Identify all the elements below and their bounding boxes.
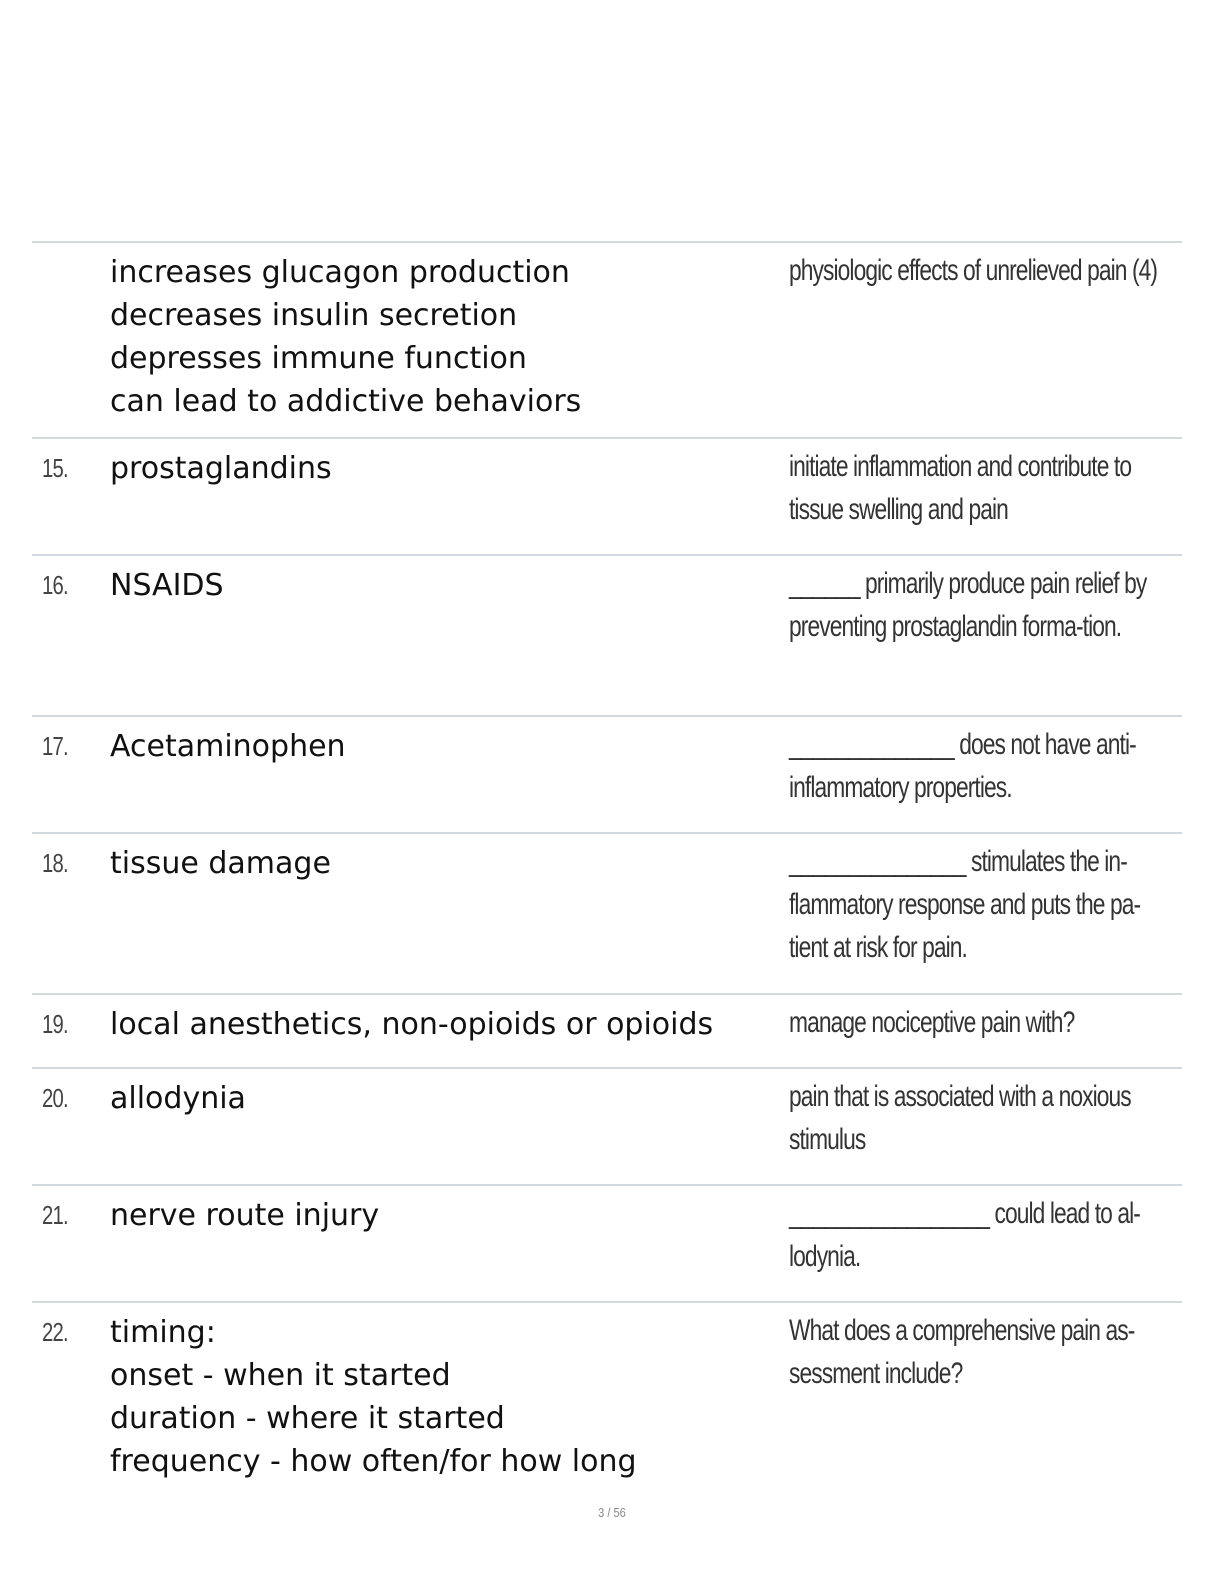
definition-text: physiologic effects of unrelieved pain (4) [789, 254, 1158, 287]
answer-blank: _________________ [789, 1197, 990, 1230]
flashcard-list [32, 241, 1182, 1501]
definition-text: manage nociceptive pain with? [789, 1006, 1075, 1039]
term-line: onset - when it started [110, 1358, 451, 1393]
card-number: 18. [42, 848, 68, 878]
card-number: 19. [42, 1009, 68, 1039]
term-line: increases glucagon production [110, 255, 570, 290]
card-row [32, 1067, 1182, 1184]
card-number: 21. [42, 1200, 68, 1230]
card-term [110, 1003, 770, 1046]
definition-text: could lead to al-lodynia. [789, 1197, 1140, 1273]
card-row [32, 832, 1182, 993]
card-term [110, 1194, 770, 1237]
term-line: nerve route injury [110, 1198, 380, 1233]
card-definition [789, 1001, 1161, 1044]
card-definition [789, 249, 1161, 292]
definition-text: does not have anti-inflammatory properties. [789, 728, 1136, 804]
card-row [32, 554, 1182, 715]
card-term [110, 1077, 770, 1120]
page-indicator: 3 / 56 [598, 1505, 626, 1520]
card-term [110, 564, 770, 607]
card-row [32, 437, 1182, 554]
term-line: NSAIDS [110, 568, 224, 603]
term-line: timing: [110, 1315, 216, 1350]
card-definition [789, 562, 1161, 648]
card-number: 16. [42, 570, 68, 600]
definition-text: pain that is associated with a noxious stimulus [789, 1080, 1131, 1156]
card-number: 17. [42, 731, 68, 761]
card-term [110, 842, 770, 885]
card-row [32, 1301, 1182, 1501]
card-term [110, 251, 770, 423]
term-line: tissue damage [110, 846, 331, 881]
answer-blank: _______________ [789, 845, 966, 878]
card-term [110, 725, 770, 768]
term-line: prostaglandins [110, 451, 332, 486]
card-row [32, 715, 1182, 832]
card-number: 20. [42, 1083, 68, 1113]
term-line: local anesthetics, non-opioids or opioids [110, 1007, 714, 1042]
card-row [32, 241, 1182, 437]
card-number: 15. [42, 453, 68, 483]
card-definition [789, 1309, 1161, 1395]
card-definition [789, 1075, 1161, 1161]
term-line: frequency - how often/for how long [110, 1444, 637, 1479]
definition-text: What does a comprehensive pain as-sessment include? [789, 1314, 1135, 1390]
card-term [110, 447, 770, 490]
card-term [110, 1311, 770, 1483]
card-definition [789, 445, 1161, 531]
answer-blank: ______________ [789, 728, 954, 761]
card-definition [789, 1192, 1161, 1278]
answer-blank: ______ [789, 567, 860, 600]
card-definition [789, 840, 1161, 969]
term-line: Acetaminophen [110, 729, 346, 764]
card-number: 22. [42, 1317, 68, 1347]
card-definition [789, 723, 1161, 809]
card-row [32, 993, 1182, 1067]
term-line: depresses immune function [110, 341, 527, 376]
definition-text: stimulates the in-flammatory response and puts the pa-tient at risk for pain. [789, 845, 1141, 964]
term-line: can lead to addictive behaviors [110, 384, 582, 419]
definition-text: primarily produce pain relief by preventing prostaglandin forma-tion. [789, 567, 1147, 643]
card-row [32, 1184, 1182, 1301]
term-line: decreases insulin secretion [110, 298, 518, 333]
term-line: allodynia [110, 1081, 246, 1116]
definition-text: initiate inflammation and contribute to tissue swelling and pain [789, 450, 1132, 526]
term-line: duration - where it started [110, 1401, 505, 1436]
